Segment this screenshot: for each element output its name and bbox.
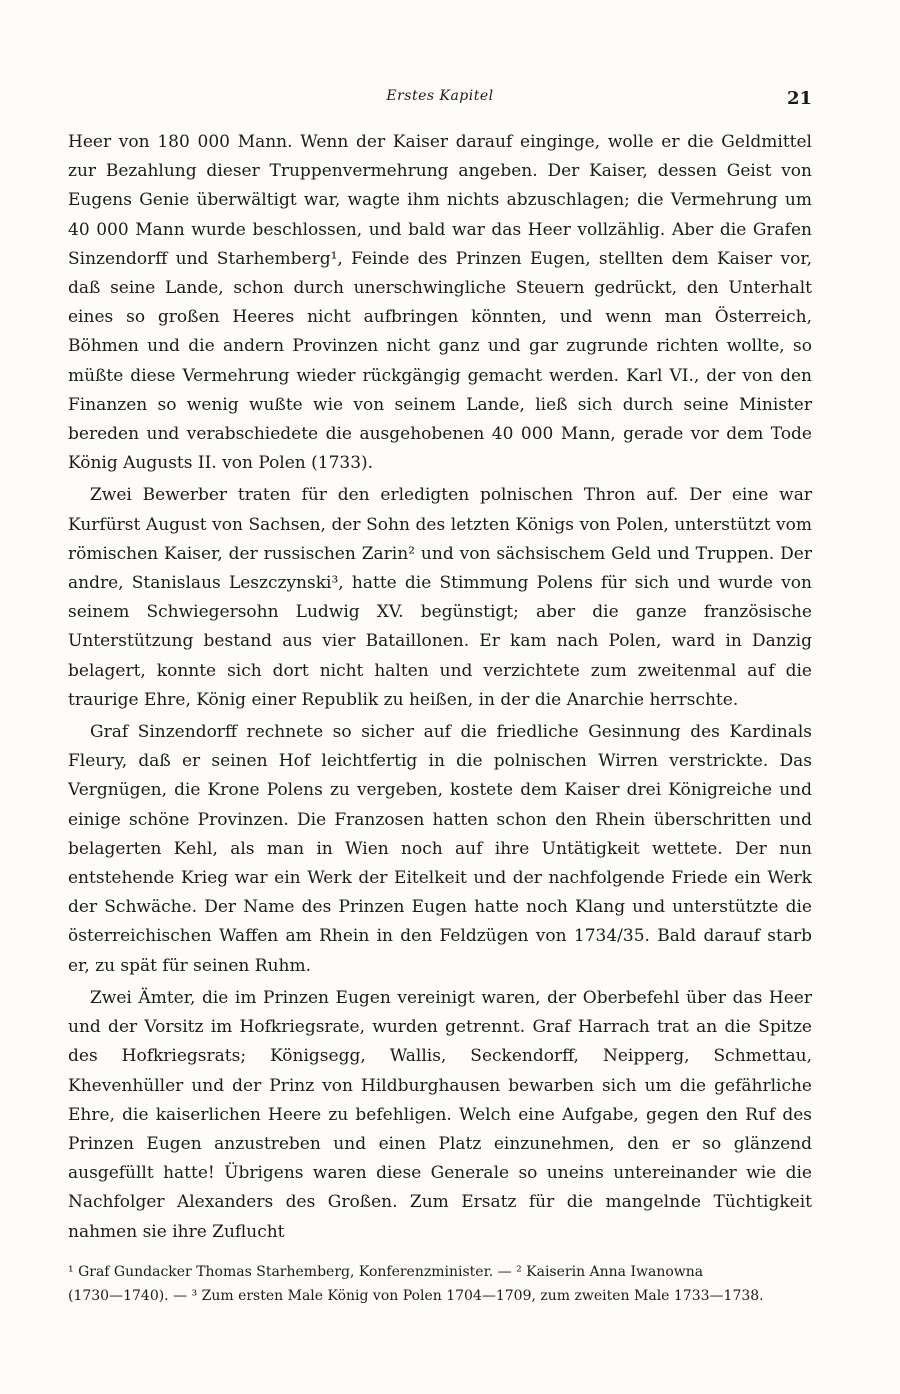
- footnotes: [68, 1260, 812, 1308]
- paragraph: Zwei Bewerber traten für den erledigten polnischen Thron auf. Der eine war Kurfürst August von Sachsen, der Sohn des letzten Königs von Polen, unterstützt vom römischen Kaiser, der russischen Zarin² und von sächsischem Geld und Truppen. Der andre, Stanislaus Leszczynski³, hatte die Stimmung Polens für sich und wurde von seinem Schwiegersohn Ludwig XV. begünstigt; aber die ganze französische Unterstützung bestand aus vier Bataillonen. Er kam nach Polen, ward in Danzig belagert, konnte sich dort nicht halten und verzichtete zum zweitenmal auf die traurige Ehre, König einer Republik zu heißen, in der die Anarchie herrschte.: [68, 485, 812, 710]
- footnote-line: (1730—1740). — ³ Zum ersten Male König von Polen 1704—1709, zum zweiten Male 1733—1738.: [68, 1288, 764, 1304]
- footnote-line: ¹ Graf Gundacker Thomas Starhemberg, Konferenzminister. — ² Kaiserin Anna Iwanowna: [68, 1264, 704, 1280]
- page-number: 21: [786, 88, 812, 109]
- running-title: Erstes Kapitel: [386, 88, 494, 104]
- paragraph: Graf Sinzendorff rechnete so sicher auf die friedliche Gesinnung des Kardinals Fleury, daß er seinen Hof leichtfertig in die polnischen Wirren verstrickte. Das Vergnügen, die Krone Polens zu vergeben, kostete dem Kaiser drei Königreiche und einige schöne Provinzen. Die Franzosen hatten schon den Rhein überschritten und belagerten Kehl, als man in Wien noch auf ihre Untätigkeit wettete. Der nun entstehende Krieg war ein Werk der Eitelkeit und der nachfolgende Friede ein Werk der Schwäche. Der Name des Prinzen Eugen hatte noch Klang und unterstützte die österreichischen Waffen am Rhein in den Feldzügen von 1734/35. Bald darauf starb er, zu spät für seinen Ruhm.: [68, 722, 812, 976]
- paragraph: Heer von 180 000 Mann. Wenn der Kaiser darauf einginge, wolle er die Geldmittel zur Bezahlung dieser Truppenvermehrung angeben. Der Kaiser, dessen Geist von Eugens Genie überwältigt war, wagte ihm nichts abzuschlagen; die Vermehrung um 40 000 Mann wurde beschlossen, und bald war das Heer vollzählig. Aber die Grafen Sinzendorff und Starhemberg¹, Feinde des Prinzen Eugen, stellten dem Kaiser vor, daß seine Lande, schon durch unerschwingliche Steuern gedrückt, den Unterhalt eines so großen Heeres nicht aufbringen könnten, und wenn man Österreich, Böhmen und die andern Provinzen nicht ganz und gar zugrunde richten wollte, so müßte diese Vermehrung wieder rückgängig gemacht werden. Karl VI., der von den Finanzen so wenig wußte wie von seinem Lande, ließ sich durch seine Minister bereden und verabschiedete die ausgehobenen 40 000 Mann, gerade vor dem Tode König Augusts II. von Polen (1733).: [68, 132, 812, 474]
- page-header: [68, 88, 812, 112]
- body-text: [68, 128, 812, 1250]
- paragraph: Zwei Ämter, die im Prinzen Eugen vereinigt waren, der Oberbefehl über das Heer und der Vorsitz im Hofkriegsrate, wurden getrennt. Graf Harrach trat an die Spitze des Hofkriegsrats; Königsegg, Wallis, Seckendorff, Neipperg, Schmettau, Khevenhüller und der Prinz von Hildburghausen bewarben sich um die gefährliche Ehre, die kaiserlichen Heere zu befehligen. Welch eine Aufgabe, gegen den Ruf des Prinzen Eugen anzustreben und einen Platz einzunehmen, den er so glänzend ausgefüllt hatte! Übrigens waren diese Generale so uneins untereinander wie die Nachfolger Alexanders des Großen. Zum Ersatz für die mangelnde Tüchtigkeit nahmen sie ihre Zuflucht: [68, 987, 812, 1242]
